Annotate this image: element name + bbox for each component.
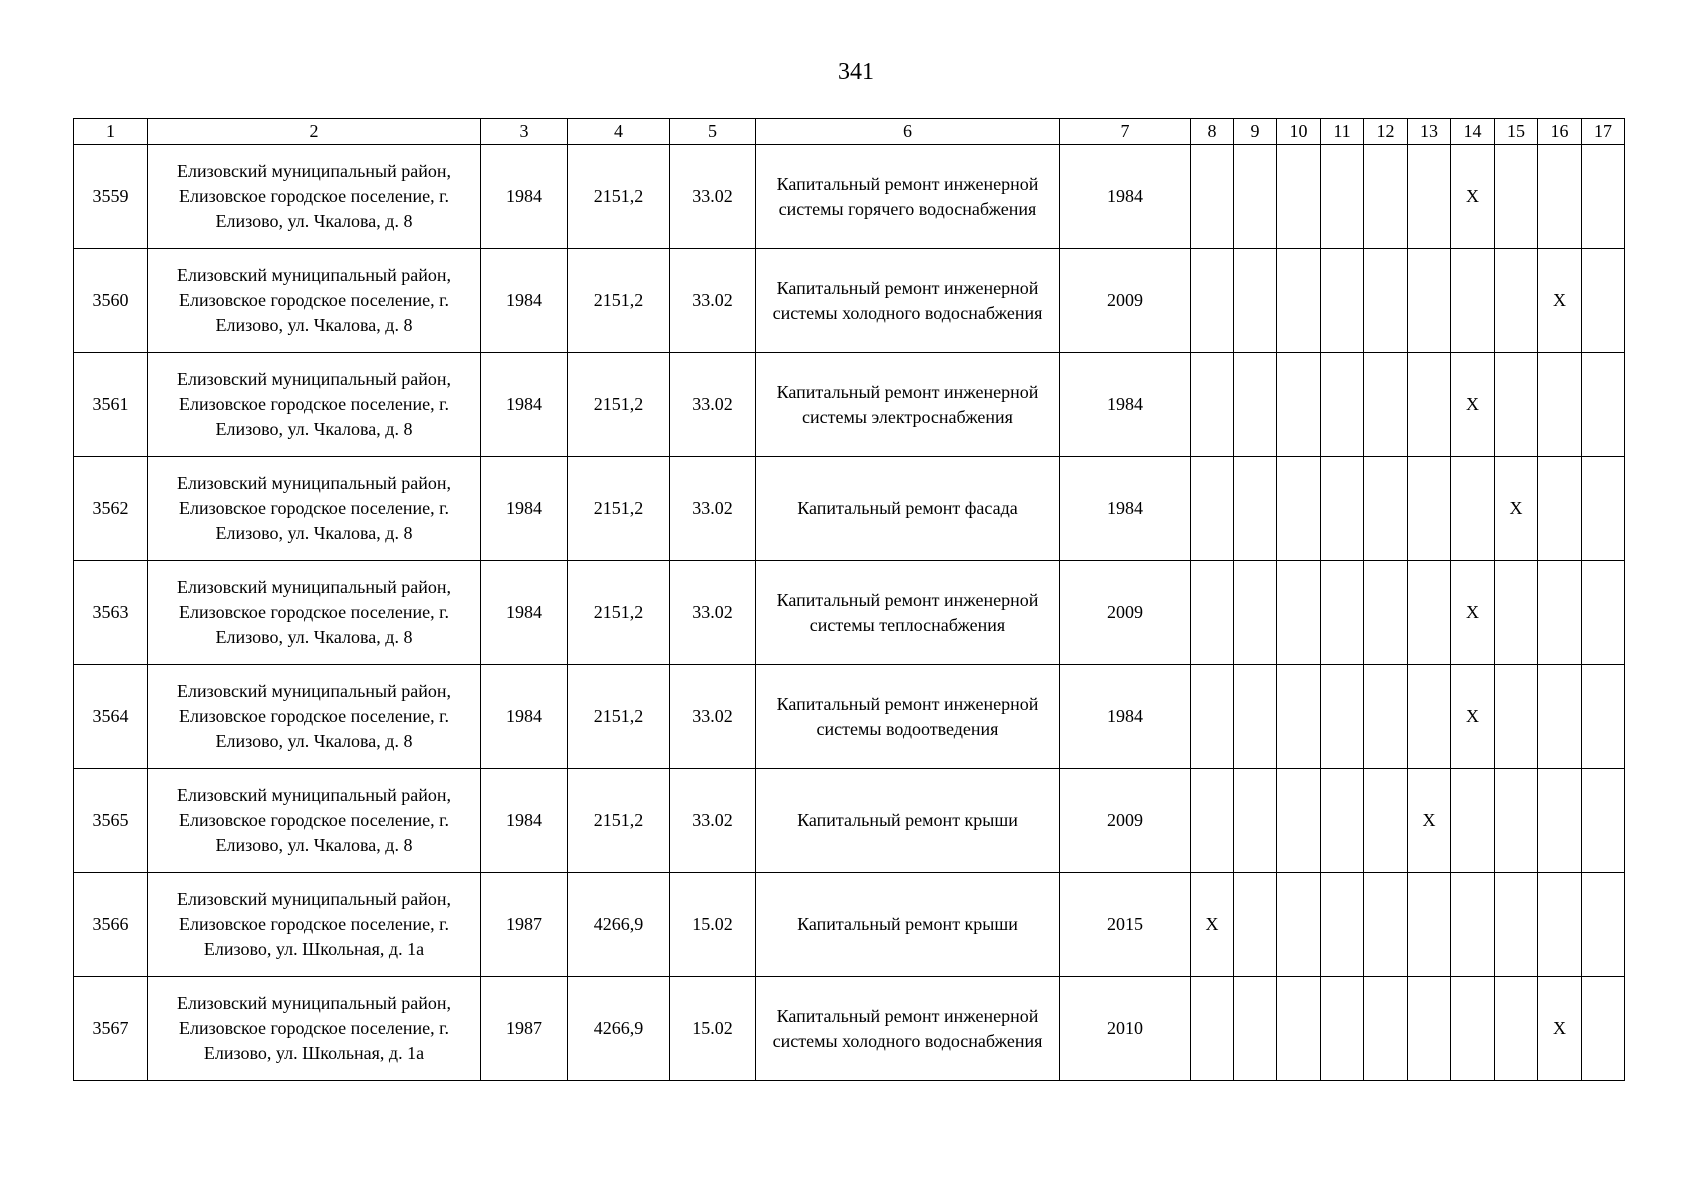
address-cell: Елизовский муниципальный район, Елизовское городское поселение, г. Елизово, ул. Чкалова, д. 8: [148, 145, 481, 249]
address-cell: Елизовский муниципальный район, Елизовское городское поселение, г. Елизово, ул. Чкалова, д. 8: [148, 457, 481, 561]
period-mark-cell: [1582, 769, 1625, 873]
row-number-cell: 3559: [74, 145, 148, 249]
area-cell: 2151,2: [568, 145, 670, 249]
period-mark-cell: [1582, 977, 1625, 1081]
period-mark-cell: [1277, 249, 1321, 353]
period-mark-cell: [1582, 249, 1625, 353]
period-mark-cell: [1408, 873, 1451, 977]
address-cell: Елизовский муниципальный район, Елизовское городское поселение, г. Елизово, ул. Школьная, д. 1а: [148, 977, 481, 1081]
last-repair-year-cell: 1984: [1060, 353, 1191, 457]
area-cell: 2151,2: [568, 665, 670, 769]
row-number-cell: 3562: [74, 457, 148, 561]
code-cell: 15.02: [670, 873, 756, 977]
column-header: 8: [1191, 119, 1234, 145]
row-number-cell: 3563: [74, 561, 148, 665]
period-mark-cell: [1364, 873, 1408, 977]
code-cell: 33.02: [670, 665, 756, 769]
table-row: [74, 769, 1625, 873]
column-header: 16: [1538, 119, 1582, 145]
column-header: 2: [148, 119, 481, 145]
row-number-cell: 3560: [74, 249, 148, 353]
period-mark-cell: [1277, 873, 1321, 977]
period-mark-cell: [1234, 249, 1277, 353]
row-number-cell: 3567: [74, 977, 148, 1081]
column-header: 10: [1277, 119, 1321, 145]
table-body: [74, 145, 1625, 1081]
period-mark-cell: [1451, 977, 1495, 1081]
period-mark-cell: [1191, 249, 1234, 353]
area-cell: 2151,2: [568, 457, 670, 561]
period-mark-cell: [1234, 353, 1277, 457]
work-type-cell: Капитальный ремонт инженерной системы теплоснабжения: [756, 561, 1060, 665]
area-cell: 4266,9: [568, 873, 670, 977]
period-mark-cell: [1321, 249, 1364, 353]
period-mark-cell: [1538, 145, 1582, 249]
period-mark-cell: [1277, 145, 1321, 249]
address-cell: Елизовский муниципальный район, Елизовское городское поселение, г. Елизово, ул. Школьная, д. 1а: [148, 873, 481, 977]
period-mark-cell: X: [1451, 145, 1495, 249]
table-row: [74, 145, 1625, 249]
period-mark-cell: [1321, 769, 1364, 873]
year-built-cell: 1984: [481, 353, 568, 457]
period-mark-cell: [1277, 665, 1321, 769]
period-mark-cell: [1451, 457, 1495, 561]
period-mark-cell: [1321, 145, 1364, 249]
work-type-cell: Капитальный ремонт крыши: [756, 873, 1060, 977]
column-header: 13: [1408, 119, 1451, 145]
period-mark-cell: X: [1451, 561, 1495, 665]
period-mark-cell: [1234, 145, 1277, 249]
period-mark-cell: [1495, 769, 1538, 873]
period-mark-cell: [1321, 353, 1364, 457]
address-cell: Елизовский муниципальный район, Елизовское городское поселение, г. Елизово, ул. Чкалова, д. 8: [148, 665, 481, 769]
period-mark-cell: [1364, 561, 1408, 665]
period-mark-cell: [1234, 873, 1277, 977]
area-cell: 2151,2: [568, 249, 670, 353]
row-number-cell: 3564: [74, 665, 148, 769]
code-cell: 15.02: [670, 977, 756, 1081]
year-built-cell: 1984: [481, 249, 568, 353]
column-header: 12: [1364, 119, 1408, 145]
period-mark-cell: [1538, 665, 1582, 769]
column-header: 6: [756, 119, 1060, 145]
row-number-cell: 3565: [74, 769, 148, 873]
header-row: [74, 119, 1625, 145]
period-mark-cell: [1277, 977, 1321, 1081]
period-mark-cell: [1364, 457, 1408, 561]
period-mark-cell: [1234, 977, 1277, 1081]
period-mark-cell: [1408, 249, 1451, 353]
address-cell: Елизовский муниципальный район, Елизовское городское поселение, г. Елизово, ул. Чкалова, д. 8: [148, 353, 481, 457]
area-cell: 4266,9: [568, 977, 670, 1081]
period-mark-cell: [1364, 353, 1408, 457]
code-cell: 33.02: [670, 353, 756, 457]
period-mark-cell: [1495, 873, 1538, 977]
period-mark-cell: [1277, 353, 1321, 457]
table-row: [74, 457, 1625, 561]
period-mark-cell: [1234, 561, 1277, 665]
period-mark-cell: [1451, 249, 1495, 353]
table-row: [74, 353, 1625, 457]
table-row: [74, 561, 1625, 665]
last-repair-year-cell: 1984: [1060, 145, 1191, 249]
address-cell: Елизовский муниципальный район, Елизовское городское поселение, г. Елизово, ул. Чкалова, д. 8: [148, 561, 481, 665]
period-mark-cell: [1191, 769, 1234, 873]
period-mark-cell: [1321, 977, 1364, 1081]
period-mark-cell: [1582, 561, 1625, 665]
period-mark-cell: [1538, 873, 1582, 977]
work-type-cell: Капитальный ремонт инженерной системы холодного водоснабжения: [756, 977, 1060, 1081]
period-mark-cell: X: [1408, 769, 1451, 873]
code-cell: 33.02: [670, 145, 756, 249]
column-header: 5: [670, 119, 756, 145]
period-mark-cell: [1408, 145, 1451, 249]
period-mark-cell: [1495, 145, 1538, 249]
row-number-cell: 3561: [74, 353, 148, 457]
period-mark-cell: [1277, 457, 1321, 561]
work-type-cell: Капитальный ремонт инженерной системы водоотведения: [756, 665, 1060, 769]
period-mark-cell: [1538, 769, 1582, 873]
code-cell: 33.02: [670, 769, 756, 873]
period-mark-cell: [1451, 769, 1495, 873]
period-mark-cell: [1538, 353, 1582, 457]
year-built-cell: 1984: [481, 145, 568, 249]
area-cell: 2151,2: [568, 769, 670, 873]
year-built-cell: 1984: [481, 561, 568, 665]
column-header: 4: [568, 119, 670, 145]
period-mark-cell: [1582, 457, 1625, 561]
work-type-cell: Капитальный ремонт фасада: [756, 457, 1060, 561]
work-type-cell: Капитальный ремонт инженерной системы электроснабжения: [756, 353, 1060, 457]
last-repair-year-cell: 2009: [1060, 249, 1191, 353]
period-mark-cell: [1321, 873, 1364, 977]
column-header: 15: [1495, 119, 1538, 145]
table-row: [74, 977, 1625, 1081]
period-mark-cell: [1191, 457, 1234, 561]
period-mark-cell: [1495, 665, 1538, 769]
period-mark-cell: [1191, 145, 1234, 249]
register-table: [73, 118, 1625, 1081]
period-mark-cell: [1408, 457, 1451, 561]
period-mark-cell: X: [1451, 665, 1495, 769]
period-mark-cell: X: [1191, 873, 1234, 977]
year-built-cell: 1987: [481, 977, 568, 1081]
column-header: 1: [74, 119, 148, 145]
address-cell: Елизовский муниципальный район, Елизовское городское поселение, г. Елизово, ул. Чкалова, д. 8: [148, 769, 481, 873]
period-mark-cell: [1321, 561, 1364, 665]
period-mark-cell: X: [1495, 457, 1538, 561]
column-header: 9: [1234, 119, 1277, 145]
period-mark-cell: [1321, 457, 1364, 561]
work-type-cell: Капитальный ремонт инженерной системы холодного водоснабжения: [756, 249, 1060, 353]
period-mark-cell: [1321, 665, 1364, 769]
period-mark-cell: [1364, 769, 1408, 873]
code-cell: 33.02: [670, 457, 756, 561]
year-built-cell: 1984: [481, 665, 568, 769]
period-mark-cell: [1495, 977, 1538, 1081]
last-repair-year-cell: 2015: [1060, 873, 1191, 977]
last-repair-year-cell: 2009: [1060, 561, 1191, 665]
row-number-cell: 3566: [74, 873, 148, 977]
area-cell: 2151,2: [568, 353, 670, 457]
year-built-cell: 1984: [481, 769, 568, 873]
period-mark-cell: [1191, 665, 1234, 769]
period-mark-cell: [1234, 457, 1277, 561]
code-cell: 33.02: [670, 249, 756, 353]
period-mark-cell: [1582, 873, 1625, 977]
last-repair-year-cell: 1984: [1060, 457, 1191, 561]
period-mark-cell: [1582, 353, 1625, 457]
period-mark-cell: [1364, 665, 1408, 769]
period-mark-cell: [1538, 561, 1582, 665]
period-mark-cell: [1538, 457, 1582, 561]
period-mark-cell: [1191, 977, 1234, 1081]
period-mark-cell: [1364, 249, 1408, 353]
table-row: [74, 249, 1625, 353]
period-mark-cell: [1234, 665, 1277, 769]
period-mark-cell: [1277, 769, 1321, 873]
period-mark-cell: [1234, 769, 1277, 873]
column-header: 14: [1451, 119, 1495, 145]
last-repair-year-cell: 2010: [1060, 977, 1191, 1081]
column-header: 11: [1321, 119, 1364, 145]
period-mark-cell: [1277, 561, 1321, 665]
period-mark-cell: [1582, 665, 1625, 769]
period-mark-cell: [1495, 249, 1538, 353]
period-mark-cell: X: [1451, 353, 1495, 457]
page-number: 341: [838, 59, 874, 85]
period-mark-cell: [1408, 977, 1451, 1081]
period-mark-cell: X: [1538, 977, 1582, 1081]
period-mark-cell: [1495, 353, 1538, 457]
period-mark-cell: [1364, 145, 1408, 249]
last-repair-year-cell: 1984: [1060, 665, 1191, 769]
table-row: [74, 665, 1625, 769]
address-cell: Елизовский муниципальный район, Елизовское городское поселение, г. Елизово, ул. Чкалова, д. 8: [148, 249, 481, 353]
period-mark-cell: [1408, 353, 1451, 457]
period-mark-cell: [1191, 353, 1234, 457]
table-row: [74, 873, 1625, 977]
code-cell: 33.02: [670, 561, 756, 665]
year-built-cell: 1987: [481, 873, 568, 977]
period-mark-cell: [1495, 561, 1538, 665]
work-type-cell: Капитальный ремонт крыши: [756, 769, 1060, 873]
work-type-cell: Капитальный ремонт инженерной системы горячего водоснабжения: [756, 145, 1060, 249]
column-header: 7: [1060, 119, 1191, 145]
year-built-cell: 1984: [481, 457, 568, 561]
column-header: 17: [1582, 119, 1625, 145]
area-cell: 2151,2: [568, 561, 670, 665]
column-header: 3: [481, 119, 568, 145]
period-mark-cell: [1582, 145, 1625, 249]
last-repair-year-cell: 2009: [1060, 769, 1191, 873]
period-mark-cell: [1364, 977, 1408, 1081]
period-mark-cell: [1408, 561, 1451, 665]
period-mark-cell: X: [1538, 249, 1582, 353]
period-mark-cell: [1451, 873, 1495, 977]
period-mark-cell: [1191, 561, 1234, 665]
period-mark-cell: [1408, 665, 1451, 769]
